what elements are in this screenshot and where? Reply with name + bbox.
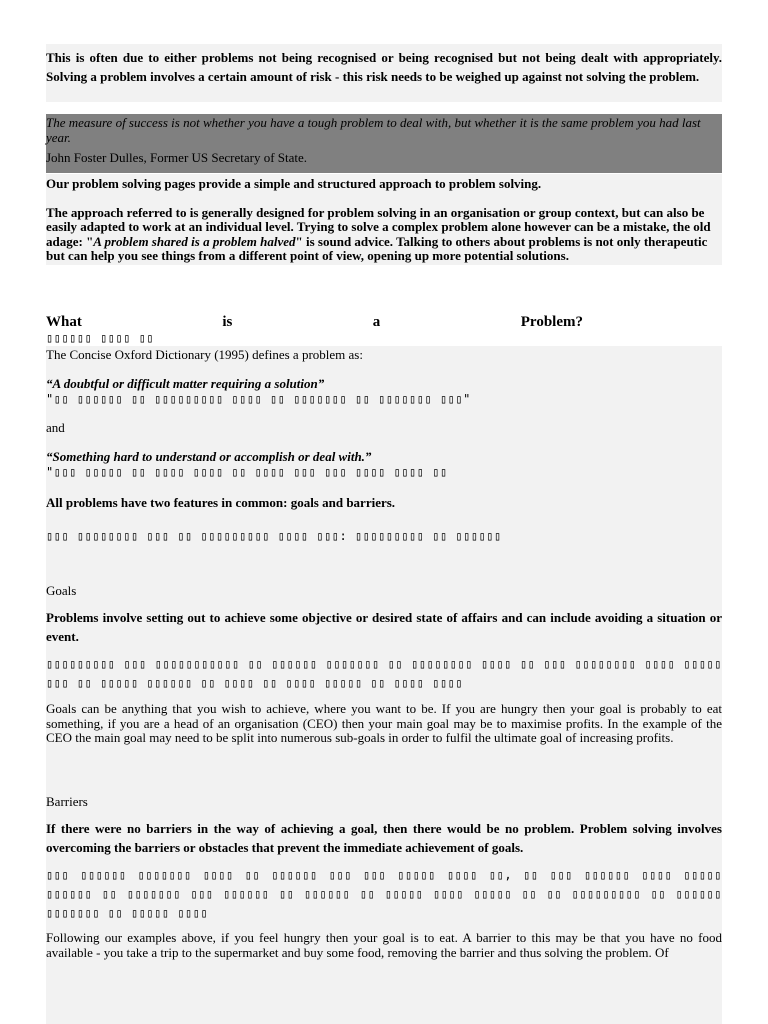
barriers-glyphs: ▯▯▯ ▯▯▯▯▯▯ ▯▯▯▯▯▯▯ ▯▯▯▯ ▯▯ ▯▯▯▯▯▯ ▯▯▯ ▯▯▯ ▯▯▯▯▯ ▯▯▯▯ ▯▯, ▯▯ ▯▯▯ ▯▯▯▯▯▯ ▯▯▯▯ ▯▯▯▯▯ ▯▯▯▯▯▯ ▯▯ ▯▯▯▯▯▯▯ ▯▯▯ ▯▯▯▯▯▯ ▯▯ ▯▯▯▯▯▯ ▯▯ ▯▯▯▯▯ ▯▯▯▯ ▯▯▯▯▯ ▯▯ ▯▯ ▯▯▯▯▯▯▯▯▯ ▯▯ ▯▯▯▯▯▯ ▯▯▯▯▯▯▯ ▯▯ ▯▯▯▯▯ ▯▯▯▯ [46, 868, 722, 920]
goals-glyphs: ▯▯▯▯▯▯▯▯▯ ▯▯▯ ▯▯▯▯▯▯▯▯▯▯▯ ▯▯ ▯▯▯▯▯▯ ▯▯▯▯▯▯▯ ▯▯ ▯▯▯▯▯▯▯▯ ▯▯▯▯ ▯▯ ▯▯▯ ▯▯▯▯▯▯▯▯ ▯▯▯▯ ▯▯▯▯▯ ▯▯▯ ▯▯ ▯▯▯▯▯ ▯▯▯▯▯▯ ▯▯ ▯▯▯▯ ▯▯ ▯▯▯▯ ▯▯▯▯▯ ▯▯ ▯▯▯▯ ▯▯▯▯ [46, 657, 722, 690]
features-text: All problems have two features in common: goals and barriers. [46, 495, 396, 510]
barriers-bold: If there were no barriers in the way of achieving a goal, then there would be no problem. Problem solving involves overcoming the barriers or obstacles that prevent the immediate achievement of goals. [46, 821, 722, 855]
definition-1-glyphs: "▯▯ ▯▯▯▯▯▯ ▯▯ ▯▯▯▯▯▯▯▯▯ ▯▯▯▯ ▯▯ ▯▯▯▯▯▯▯ ▯▯ ▯▯▯▯▯▯▯ ▯▯▯" [46, 392, 471, 406]
definition-intro: The Concise Oxford Dictionary (1995) defines a problem as: [46, 347, 363, 362]
definition-2-glyphs: "▯▯▯ ▯▯▯▯▯ ▯▯ ▯▯▯▯ ▯▯▯▯ ▯▯ ▯▯▯▯ ▯▯▯ ▯▯▯ ▯▯▯▯ ▯▯▯▯ ▯▯ [46, 465, 448, 479]
goals-title: Goals [46, 583, 77, 598]
page-heading: What is a Problem? [46, 314, 583, 330]
approach-paragraph-1: Our problem solving pages provide a simple and structured approach to problem solving. [46, 176, 542, 191]
intro-section [46, 44, 722, 102]
definition-block [46, 348, 722, 480]
approach-section [46, 174, 722, 265]
barriers-title: Barriers [46, 794, 88, 809]
barriers-block [46, 795, 722, 960]
goals-block [46, 584, 722, 746]
barriers-body: Following our examples above, if you feel hungry then your goal is to eat. A barrier to this may be that you have no food available - you take a trip to the supermarket and buy some food, removing the barrier and thus solving the problem. Of [46, 930, 722, 960]
goals-bold: Problems involve setting out to achieve some objective or desired state of affairs and can include avoiding a situation or event. [46, 610, 722, 644]
adage-quote: A problem shared is a problem halved [93, 233, 296, 249]
quote-section [46, 114, 722, 173]
quote-text: The measure of success is not whether you have a tough problem to deal with, but whether it is the same problem you had last year. [46, 115, 701, 145]
features-glyphs: ▯▯▯ ▯▯▯▯▯▯▯▯ ▯▯▯ ▯▯ ▯▯▯▯▯▯▯▯▯ ▯▯▯▯ ▯▯▯: ▯▯▯▯▯▯▯▯▯ ▯▯ ▯▯▯▯▯▯ [46, 529, 502, 543]
definition-and: and [46, 420, 65, 435]
what-is-a-problem-heading [46, 314, 722, 345]
definition-2: “Something hard to understand or accomplish or deal with.” [46, 449, 372, 464]
approach-paragraph-2: The approach referred to is generally designed for problem solving in an organisation or group context, but can also be easily adapted to work at an individual level. Trying to solve a complex problem alone however can be a mistake, the old adage: "A problem shared is a problem halved" is sound advice. Talking to others about problems is not only therapeutic but can help you see things from a different point of view, opening up more potential solutions. [46, 204, 711, 263]
intro-paragraph: This is often due to either problems not being recognised or being recognised but not being dealt with appropriately. Solving a problem involves a certain amount of risk - this risk needs to be weighed up against not solving the problem. [46, 50, 722, 84]
quote-attribution: John Foster Dulles, Former US Secretary of State. [46, 150, 308, 165]
definition-1: “A doubtful or difficult matter requiring a solution” [46, 376, 325, 391]
goals-body: Goals can be anything that you wish to achieve, where you want to be. If you are hungry then your goal is probably to eat something, if you are a head of an organisation (CEO) then your main goal may be to maximise profits. In the example of the CEO the main goal may need to be split into numerous sub-goals in order to fulfil the ultimate goal of increasing profits. [46, 701, 722, 745]
heading-glyph-line: ▯▯▯▯▯▯ ▯▯▯▯ ▯▯ [46, 331, 155, 345]
features-block [46, 496, 722, 544]
content-section [46, 346, 722, 1024]
